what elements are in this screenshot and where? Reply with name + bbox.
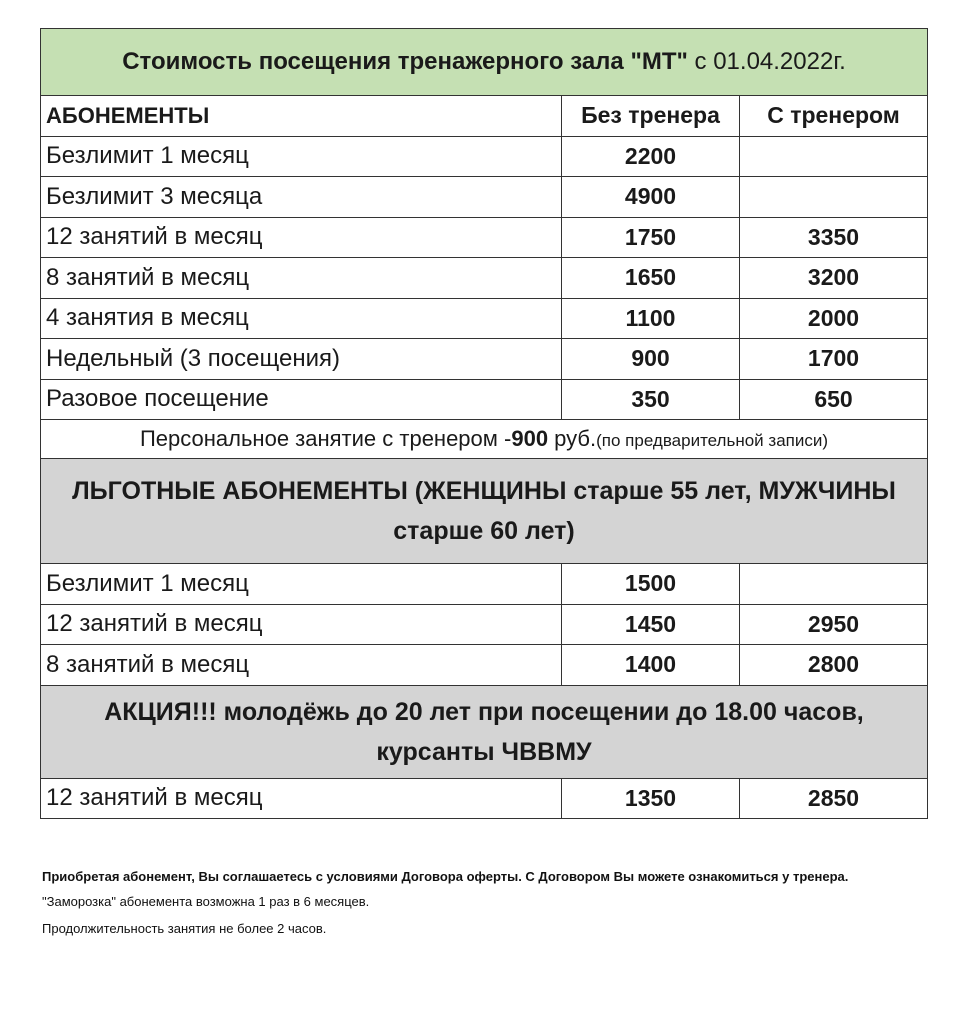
price-no-trainer: 4900 — [562, 177, 740, 218]
header-subscriptions: АБОНЕМЕНТЫ — [41, 96, 562, 137]
price-with-trainer: 1700 — [740, 339, 928, 380]
table-title — [41, 29, 928, 96]
row-name: Безлимит 1 месяц — [41, 136, 562, 177]
discount-section-title: ЛЬГОТНЫЕ АБОНЕМЕНТЫ (ЖЕНЩИНЫ старше 55 лет, МУЖЧИНЫ старше 60 лет) — [41, 459, 928, 564]
header-row — [41, 96, 928, 137]
row-name: 4 занятия в месяц — [41, 298, 562, 339]
promo-section-header — [41, 685, 928, 778]
price-no-trainer: 900 — [562, 339, 740, 380]
price-no-trainer: 350 — [562, 379, 740, 420]
row-name: 12 занятий в месяц — [41, 217, 562, 258]
personal-training-price: 900 — [511, 425, 549, 451]
table-row — [41, 379, 928, 420]
table-row — [41, 778, 928, 819]
title-row — [41, 29, 928, 96]
table-row — [41, 217, 928, 258]
row-name: Безлимит 1 месяц — [41, 564, 562, 605]
price-no-trainer: 1400 — [562, 645, 740, 686]
row-name: 8 занятий в месяц — [41, 645, 562, 686]
table-row — [41, 258, 928, 299]
price-with-trainer: 650 — [740, 379, 928, 420]
price-no-trainer: 1350 — [562, 778, 740, 819]
price-table — [40, 28, 928, 819]
promo-section-title: АКЦИЯ!!! молодёжь до 20 лет при посещении до 18.00 часов, курсанты ЧВВМУ — [41, 685, 928, 778]
personal-training-cell — [41, 420, 928, 459]
price-with-trainer — [740, 564, 928, 605]
table-row — [41, 177, 928, 218]
header-with-trainer: С тренером — [740, 96, 928, 137]
price-no-trainer: 1100 — [562, 298, 740, 339]
price-with-trainer: 3200 — [740, 258, 928, 299]
price-with-trainer: 2950 — [740, 604, 928, 645]
personal-training-row — [41, 420, 928, 459]
row-name: 12 занятий в месяц — [41, 604, 562, 645]
footnote-duration: Продолжительность занятия не более 2 часов. — [42, 921, 327, 936]
table-row — [41, 604, 928, 645]
price-no-trainer: 1450 — [562, 604, 740, 645]
price-with-trainer: 2850 — [740, 778, 928, 819]
table-row — [41, 339, 928, 380]
personal-training-unit: руб. — [548, 425, 597, 451]
price-with-trainer: 2800 — [740, 645, 928, 686]
table-row — [41, 645, 928, 686]
row-name: 12 занятий в месяц — [41, 778, 562, 819]
table-row — [41, 564, 928, 605]
table-row — [41, 298, 928, 339]
price-no-trainer: 1650 — [562, 258, 740, 299]
personal-training-note: (по предварительной записи) — [596, 430, 829, 450]
title-main: Стоимость посещения тренажерного зала "МТ" — [122, 47, 688, 75]
footnote-freeze: "Заморозка" абонемента возможна 1 раз в 6 месяцев. — [42, 894, 370, 909]
title-date: с 01.04.2022г. — [694, 47, 846, 75]
price-with-trainer — [740, 136, 928, 177]
row-name: Недельный (3 посещения) — [41, 339, 562, 380]
price-with-trainer: 3350 — [740, 217, 928, 258]
price-no-trainer: 2200 — [562, 136, 740, 177]
price-with-trainer: 2000 — [740, 298, 928, 339]
footnotes — [42, 866, 922, 939]
price-with-trainer — [740, 177, 928, 218]
footnote-contract: Приобретая абонемент, Вы соглашаетесь с условиями Договора оферты. С Договором Вы можете ознакомиться у тренера. — [42, 869, 849, 884]
row-name: Безлимит 3 месяца — [41, 177, 562, 218]
row-name: 8 занятий в месяц — [41, 258, 562, 299]
header-no-trainer: Без тренера — [562, 96, 740, 137]
price-no-trainer: 1750 — [562, 217, 740, 258]
table-row — [41, 136, 928, 177]
price-no-trainer: 1500 — [562, 564, 740, 605]
discount-section-header — [41, 459, 928, 564]
row-name: Разовое посещение — [41, 379, 562, 420]
personal-training-text: Персональное занятие с тренером - — [139, 425, 512, 451]
